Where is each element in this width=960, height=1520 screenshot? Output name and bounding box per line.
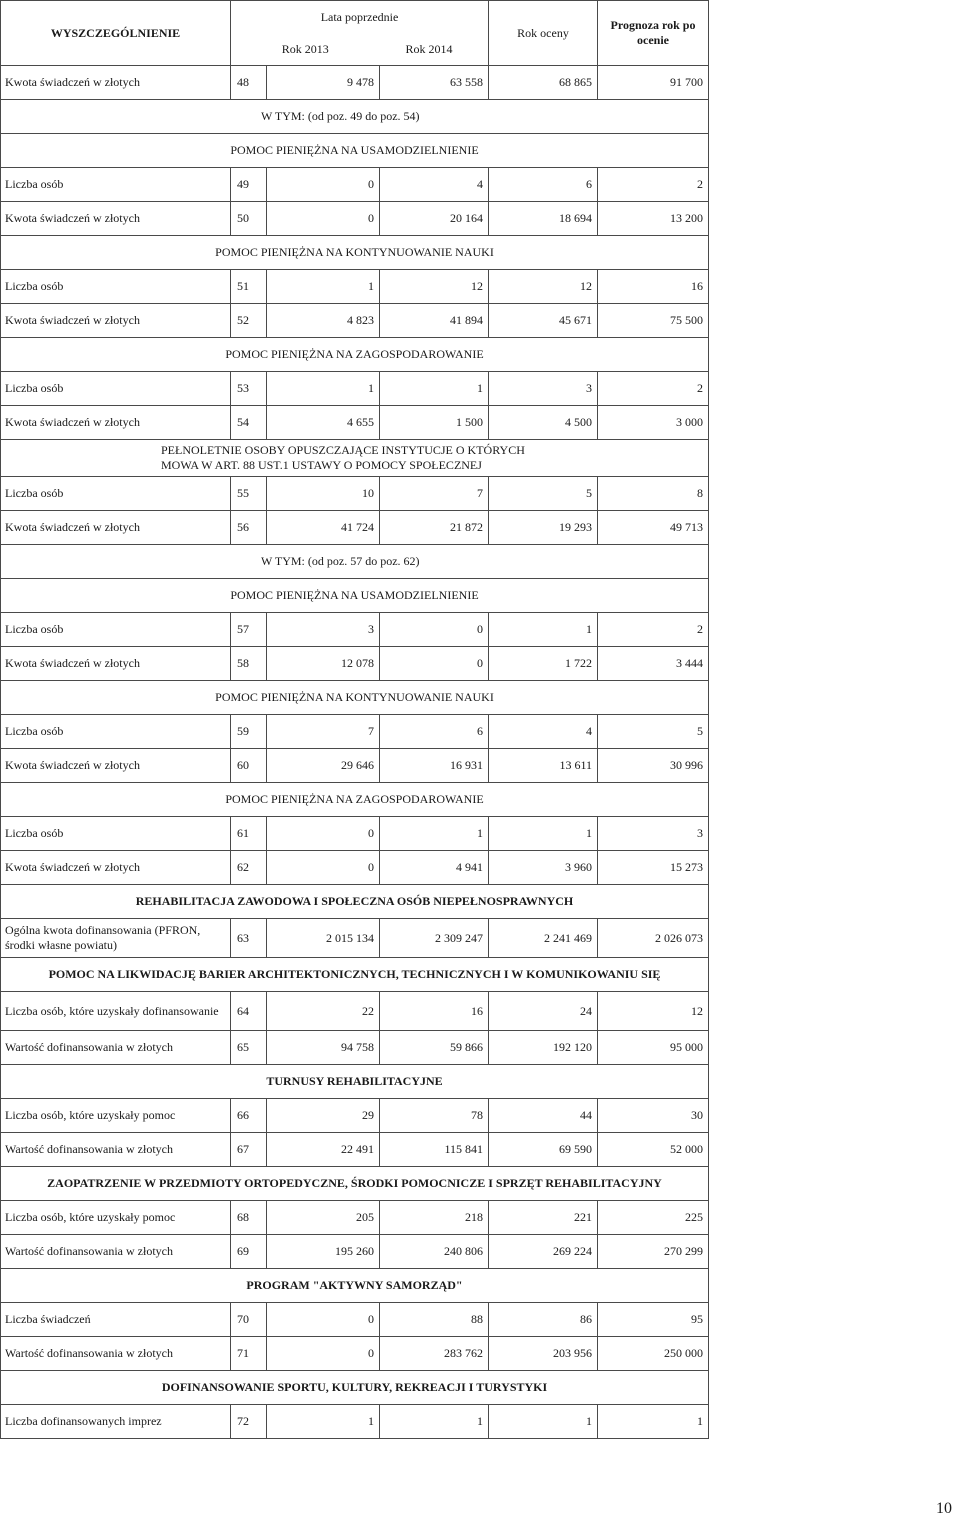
table-row [1, 1133, 709, 1167]
row-position: 69 [231, 1235, 267, 1269]
row-position: 68 [231, 1201, 267, 1235]
value-2014: 6 [380, 715, 489, 749]
section-heading: POMOC PIENIĘŻNA NA USAMODZIELNIENIE [1, 579, 709, 613]
section-heading: POMOC PIENIĘŻNA NA KONTYNUOWANIE NAUKI [1, 236, 709, 270]
header-row-top [1, 1, 709, 34]
section-heading: PROGRAM "AKTYWNY SAMORZĄD" [1, 1269, 709, 1303]
value-2013: 12 078 [267, 647, 380, 681]
value-forecast: 13 200 [598, 202, 709, 236]
section-heading: POMOC PIENIĘŻNA NA ZAGOSPODAROWANIE [1, 783, 709, 817]
section-row [1, 100, 709, 134]
value-2013: 4 655 [267, 406, 380, 440]
value-forecast: 225 [598, 1201, 709, 1235]
row-position: 51 [231, 270, 267, 304]
header-previous-years: Lata poprzednie [231, 1, 489, 34]
row-label: Kwota świadczeń w złotych [1, 511, 231, 545]
section-heading: POMOC NA LIKWIDACJĘ BARIER ARCHITEKTONICZNYCH, TECHNICZNYCH I W KOMUNIKOWANIU SIĘ [1, 958, 709, 992]
row-label: Kwota świadczeń w złotych [1, 851, 231, 885]
table-row [1, 270, 709, 304]
value-assessment-year: 203 956 [489, 1337, 598, 1371]
table-row [1, 1337, 709, 1371]
row-label: Liczba osób [1, 715, 231, 749]
row-position: 49 [231, 168, 267, 202]
section-heading: TURNUSY REHABILITACYJNE [1, 1065, 709, 1099]
value-2014: 115 841 [380, 1133, 489, 1167]
value-forecast: 3 444 [598, 647, 709, 681]
row-label: Ogólna kwota dofinansowania (PFRON, środki własne powiatu) [1, 919, 231, 958]
value-2014: 0 [380, 613, 489, 647]
value-assessment-year: 86 [489, 1303, 598, 1337]
value-2013: 10 [267, 477, 380, 511]
section-row [1, 236, 709, 270]
section-heading: W TYM: (od poz. 57 do poz. 62) [1, 545, 709, 579]
table-row [1, 919, 709, 958]
page-number: 10 [936, 1500, 952, 1517]
value-2014: 4 [380, 168, 489, 202]
row-position: 57 [231, 613, 267, 647]
value-2014: 7 [380, 477, 489, 511]
value-forecast: 30 [598, 1099, 709, 1133]
row-position: 70 [231, 1303, 267, 1337]
value-2014: 88 [380, 1303, 489, 1337]
section-row [1, 681, 709, 715]
value-2013: 0 [267, 851, 380, 885]
value-forecast: 270 299 [598, 1235, 709, 1269]
table-row [1, 851, 709, 885]
section-row [1, 1269, 709, 1303]
row-label: Liczba osób [1, 477, 231, 511]
row-label: Wartość dofinansowania w złotych [1, 1337, 231, 1371]
row-position: 50 [231, 202, 267, 236]
value-assessment-year: 221 [489, 1201, 598, 1235]
row-label: Liczba świadczeń [1, 1303, 231, 1337]
value-2013: 0 [267, 168, 380, 202]
table-row [1, 1235, 709, 1269]
table-row [1, 477, 709, 511]
row-label: Liczba osób [1, 613, 231, 647]
table-row [1, 1303, 709, 1337]
value-assessment-year: 3 [489, 372, 598, 406]
row-position: 58 [231, 647, 267, 681]
value-assessment-year: 18 694 [489, 202, 598, 236]
section-heading: DOFINANSOWANIE SPORTU, KULTURY, REKREACJI I TURYSTYKI [1, 1371, 709, 1405]
value-assessment-year: 12 [489, 270, 598, 304]
value-2013: 0 [267, 1337, 380, 1371]
row-position: 56 [231, 511, 267, 545]
value-assessment-year: 44 [489, 1099, 598, 1133]
section-row [1, 1065, 709, 1099]
row-label: Liczba osób [1, 168, 231, 202]
row-position: 65 [231, 1031, 267, 1065]
row-position: 53 [231, 372, 267, 406]
value-2013: 9 478 [267, 66, 380, 100]
value-assessment-year: 69 590 [489, 1133, 598, 1167]
section-heading: POMOC PIENIĘŻNA NA ZAGOSPODAROWANIE [1, 338, 709, 372]
value-2013: 0 [267, 202, 380, 236]
row-position: 71 [231, 1337, 267, 1371]
value-2013: 29 646 [267, 749, 380, 783]
section-row [1, 338, 709, 372]
value-forecast: 1 [598, 1405, 709, 1439]
row-label: Kwota świadczeń w złotych [1, 647, 231, 681]
row-label: Wartość dofinansowania w złotych [1, 1133, 231, 1167]
header-assessment-year: Rok oceny [489, 1, 598, 66]
value-assessment-year: 68 865 [489, 66, 598, 100]
table-row [1, 715, 709, 749]
value-assessment-year: 45 671 [489, 304, 598, 338]
value-forecast: 30 996 [598, 749, 709, 783]
row-label: Liczba osób [1, 817, 231, 851]
value-2014: 1 [380, 817, 489, 851]
value-2014: 63 558 [380, 66, 489, 100]
section-heading: W TYM: (od poz. 49 do poz. 54) [1, 100, 709, 134]
value-2014: 59 866 [380, 1031, 489, 1065]
row-label: Kwota świadczeń w złotych [1, 749, 231, 783]
row-label: Liczba osób [1, 270, 231, 304]
row-label: Liczba osób, które uzyskały dofinansowanie [1, 992, 231, 1031]
value-forecast: 3 000 [598, 406, 709, 440]
row-position: 63 [231, 919, 267, 958]
value-2014: 283 762 [380, 1337, 489, 1371]
value-assessment-year: 13 611 [489, 749, 598, 783]
value-2013: 22 491 [267, 1133, 380, 1167]
row-label: Kwota świadczeń w złotych [1, 304, 231, 338]
section-row [1, 885, 709, 919]
table-row [1, 749, 709, 783]
value-2013: 4 823 [267, 304, 380, 338]
value-assessment-year: 3 960 [489, 851, 598, 885]
value-2014: 12 [380, 270, 489, 304]
value-assessment-year: 1 722 [489, 647, 598, 681]
value-forecast: 2 [598, 372, 709, 406]
value-forecast: 12 [598, 992, 709, 1031]
value-2014: 1 500 [380, 406, 489, 440]
section-heading: POMOC PIENIĘŻNA NA USAMODZIELNIENIE [1, 134, 709, 168]
value-forecast: 52 000 [598, 1133, 709, 1167]
table-row [1, 1201, 709, 1235]
header-wyszczegolnienie: WYSZCZEGÓLNIENIE [1, 1, 231, 66]
row-position: 66 [231, 1099, 267, 1133]
value-2014: 41 894 [380, 304, 489, 338]
value-2014: 16 [380, 992, 489, 1031]
table-row [1, 511, 709, 545]
value-2013: 94 758 [267, 1031, 380, 1065]
value-2013: 1 [267, 270, 380, 304]
value-assessment-year: 1 [489, 1405, 598, 1439]
value-2014: 16 931 [380, 749, 489, 783]
value-forecast: 95 [598, 1303, 709, 1337]
section-row [1, 545, 709, 579]
table-row [1, 202, 709, 236]
value-2014: 21 872 [380, 511, 489, 545]
row-position: 48 [231, 66, 267, 100]
row-position: 59 [231, 715, 267, 749]
table-row [1, 1099, 709, 1133]
value-2014: 4 941 [380, 851, 489, 885]
row-position: 72 [231, 1405, 267, 1439]
section-row [1, 783, 709, 817]
value-assessment-year: 6 [489, 168, 598, 202]
value-forecast: 91 700 [598, 66, 709, 100]
row-position: 61 [231, 817, 267, 851]
row-position: 67 [231, 1133, 267, 1167]
value-forecast: 75 500 [598, 304, 709, 338]
value-forecast: 49 713 [598, 511, 709, 545]
value-assessment-year: 2 241 469 [489, 919, 598, 958]
value-2014: 0 [380, 647, 489, 681]
row-position: 52 [231, 304, 267, 338]
header-year-2013: Rok 2013 [231, 33, 380, 66]
value-forecast: 2 026 073 [598, 919, 709, 958]
section-heading: POMOC PIENIĘŻNA NA KONTYNUOWANIE NAUKI [1, 681, 709, 715]
value-2013: 0 [267, 817, 380, 851]
value-assessment-year: 1 [489, 817, 598, 851]
table-row [1, 406, 709, 440]
table-row [1, 817, 709, 851]
row-label: Kwota świadczeń w złotych [1, 406, 231, 440]
value-forecast: 2 [598, 613, 709, 647]
row-label: Liczba osób, które uzyskały pomoc [1, 1099, 231, 1133]
row-label: Liczba osób, które uzyskały pomoc [1, 1201, 231, 1235]
section-heading: ZAOPATRZENIE W PRZEDMIOTY ORTOPEDYCZNE, ŚRODKI POMOCNICZE I SPRZĘT REHABILITACYJNY [1, 1167, 709, 1201]
value-assessment-year: 24 [489, 992, 598, 1031]
value-2013: 29 [267, 1099, 380, 1133]
value-forecast: 8 [598, 477, 709, 511]
value-2013: 1 [267, 1405, 380, 1439]
row-position: 62 [231, 851, 267, 885]
value-2014: 1 [380, 372, 489, 406]
row-label: Liczba dofinansowanych imprez [1, 1405, 231, 1439]
value-forecast: 250 000 [598, 1337, 709, 1371]
value-forecast: 15 273 [598, 851, 709, 885]
value-2013: 1 [267, 372, 380, 406]
section-row [1, 1371, 709, 1405]
value-assessment-year: 4 [489, 715, 598, 749]
header-year-2014: Rok 2014 [380, 33, 598, 66]
table-row [1, 1031, 709, 1065]
value-2013: 22 [267, 992, 380, 1031]
value-forecast: 2 [598, 168, 709, 202]
section-row [1, 1167, 709, 1201]
section-row [1, 579, 709, 613]
section-row [1, 958, 709, 992]
value-2014: 2 309 247 [380, 919, 489, 958]
value-2014: 240 806 [380, 1235, 489, 1269]
table-row [1, 304, 709, 338]
value-2013: 41 724 [267, 511, 380, 545]
value-2013: 195 260 [267, 1235, 380, 1269]
value-2014: 218 [380, 1201, 489, 1235]
value-2014: 1 [380, 1405, 489, 1439]
row-label: Kwota świadczeń w złotych [1, 66, 231, 100]
section-heading: REHABILITACJA ZAWODOWA I SPOŁECZNA OSÓB NIEPEŁNOSPRAWNYCH [1, 885, 709, 919]
table-row [1, 66, 709, 100]
table-row [1, 168, 709, 202]
value-assessment-year: 192 120 [489, 1031, 598, 1065]
section-row [1, 134, 709, 168]
row-position: 55 [231, 477, 267, 511]
row-label: Kwota świadczeń w złotych [1, 202, 231, 236]
value-2014: 20 164 [380, 202, 489, 236]
value-forecast: 3 [598, 817, 709, 851]
row-label: Wartość dofinansowania w złotych [1, 1031, 231, 1065]
value-2014: 78 [380, 1099, 489, 1133]
value-assessment-year: 269 224 [489, 1235, 598, 1269]
value-assessment-year: 19 293 [489, 511, 598, 545]
table-row [1, 992, 709, 1031]
table-row [1, 613, 709, 647]
value-2013: 3 [267, 613, 380, 647]
row-label: Liczba osób [1, 372, 231, 406]
value-2013: 205 [267, 1201, 380, 1235]
header-forecast: Prognoza rok po ocenie [598, 1, 709, 66]
section-row [1, 440, 709, 477]
value-forecast: 95 000 [598, 1031, 709, 1065]
value-2013: 0 [267, 1303, 380, 1337]
value-forecast: 16 [598, 270, 709, 304]
section-heading: PEŁNOLETNIE OSOBY OPUSZCZAJĄCE INSTYTUCJE O KTÓRYCH MOWA W ART. 88 UST.1 USTAWY O POMOCY SPOŁECZNEJ [1, 440, 709, 477]
row-position: 54 [231, 406, 267, 440]
value-2013: 7 [267, 715, 380, 749]
value-assessment-year: 5 [489, 477, 598, 511]
value-2013: 2 015 134 [267, 919, 380, 958]
value-forecast: 5 [598, 715, 709, 749]
row-position: 60 [231, 749, 267, 783]
row-label: Wartość dofinansowania w złotych [1, 1235, 231, 1269]
value-assessment-year: 1 [489, 613, 598, 647]
table-row [1, 647, 709, 681]
table-row [1, 1405, 709, 1439]
table-row [1, 372, 709, 406]
row-position: 64 [231, 992, 267, 1031]
value-assessment-year: 4 500 [489, 406, 598, 440]
